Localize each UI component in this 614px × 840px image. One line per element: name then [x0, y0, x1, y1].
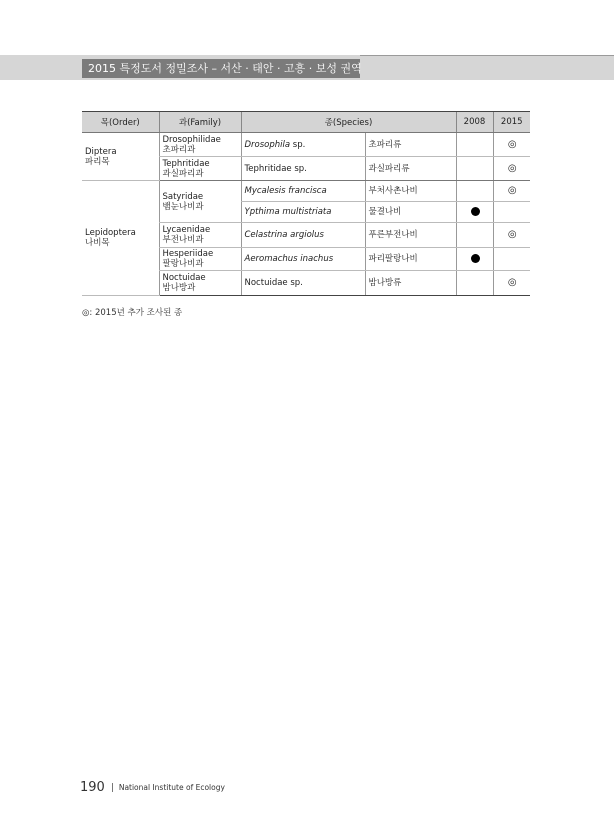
species-table — [82, 111, 530, 296]
korean-name-cell: 푸른부전나비 — [365, 223, 456, 248]
running-header-title: 2015 특정도서 정밀조사 – 서산 · 태안 · 고흥 · 보성 권역 — [82, 59, 360, 78]
order-name-en: Lepidoptera — [85, 228, 136, 238]
mark-2008 — [456, 181, 493, 202]
mark-2015: ◎ — [493, 223, 530, 248]
family-cell — [159, 248, 241, 271]
family-name-en: Tephritidae — [162, 158, 210, 169]
col-header-2015: 2015 — [493, 112, 530, 133]
order-cell — [82, 181, 159, 296]
mark-2015 — [493, 202, 530, 223]
korean-name-cell: 밤나방류 — [365, 271, 456, 296]
family-name-en: Hesperiidae — [162, 249, 214, 259]
recorded-2008-dot-icon — [471, 254, 480, 263]
col-header-family: 과(Family) — [159, 112, 241, 133]
family-name-en: Noctuidae — [162, 273, 206, 283]
family-name-ko: 초파리과 — [162, 144, 196, 155]
mark-2008 — [456, 202, 493, 223]
order-name-ko: 나비목 — [85, 238, 110, 248]
col-header-2008: 2008 — [456, 112, 493, 133]
mark-2015: ◎ — [493, 157, 530, 181]
family-cell — [159, 133, 241, 157]
header-rule — [360, 55, 614, 56]
family-name-ko: 부전나비과 — [162, 235, 204, 245]
family-cell — [159, 223, 241, 248]
scientific-name-cell: Aeromachus inachus — [241, 248, 365, 271]
scientific-name-cell: Noctuidae sp. — [241, 271, 365, 296]
table-footnote: ◎: 2015년 추가 조사된 종 — [82, 308, 183, 318]
page-number: 190 — [80, 780, 105, 795]
family-name-ko: 밤나방과 — [162, 283, 196, 293]
family-name-en: Drosophilidae — [162, 134, 221, 145]
mark-2015: ◎ — [493, 181, 530, 202]
family-name-ko: 과실파리과 — [162, 168, 204, 179]
order-name-en: Diptera — [85, 146, 117, 157]
korean-name-cell: 과실파리류 — [365, 157, 456, 181]
mark-2015: ◎ — [493, 271, 530, 296]
mark-2008 — [456, 133, 493, 157]
scientific-name-italic: Drosophila — [244, 139, 291, 150]
institute-name: National Institute of Ecology — [118, 783, 225, 792]
table-row — [82, 181, 530, 202]
recorded-2008-dot-icon — [471, 207, 480, 216]
mark-2008 — [456, 271, 493, 296]
korean-name-cell: 부처사촌나비 — [365, 181, 456, 202]
korean-name-cell: 파리팔랑나비 — [365, 248, 456, 271]
family-name-en: Lycaenidae — [162, 225, 211, 235]
footer-divider — [112, 783, 113, 792]
korean-name-cell: 물결나비 — [365, 202, 456, 223]
order-name-ko: 파리목 — [85, 156, 110, 167]
scientific-name-cell — [241, 133, 365, 157]
mark-2008 — [456, 223, 493, 248]
mark-2008 — [456, 248, 493, 271]
family-name-en: Satyridae — [162, 191, 204, 202]
mark-2008 — [456, 157, 493, 181]
family-name-ko: 뱀눈나비과 — [162, 201, 204, 212]
family-cell — [159, 271, 241, 296]
scientific-name-cell: Celastrina argiolus — [241, 223, 365, 248]
table-header-row — [82, 112, 530, 133]
scientific-name-cell: Mycalesis francisca — [241, 181, 365, 202]
order-cell — [82, 133, 159, 181]
mark-2015: ◎ — [493, 133, 530, 157]
col-header-species: 종(Species) — [241, 112, 456, 133]
mark-2015 — [493, 248, 530, 271]
korean-name-cell: 초파리류 — [365, 133, 456, 157]
family-name-ko: 팔랑나비과 — [162, 259, 204, 269]
table-row — [82, 133, 530, 157]
scientific-name-cell: Ypthima multistriata — [241, 202, 365, 223]
scientific-name-suffix: sp. — [292, 139, 306, 150]
col-header-order: 목(Order) — [82, 112, 159, 133]
family-cell — [159, 181, 241, 223]
scientific-name-cell: Tephritidae sp. — [241, 157, 365, 181]
family-cell — [159, 157, 241, 181]
page-footer — [80, 780, 225, 795]
